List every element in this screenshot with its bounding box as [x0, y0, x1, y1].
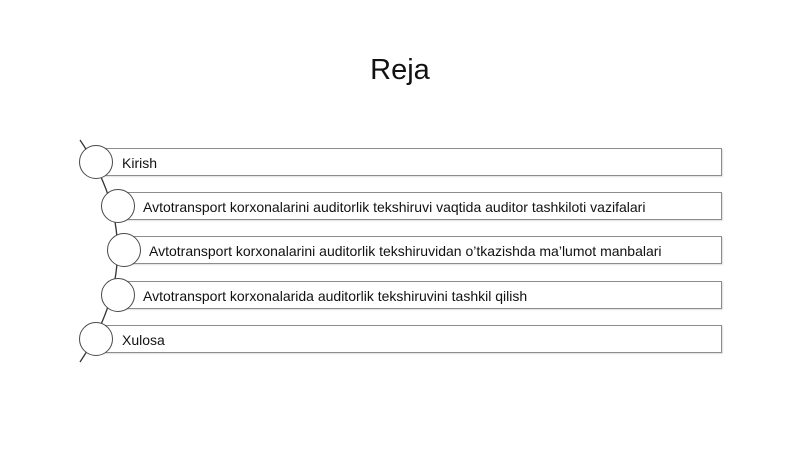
list-item-bullet-2 [101, 189, 135, 223]
list-item-box-5 [96, 325, 722, 353]
list-item-bullet-1 [79, 145, 113, 179]
list-item-label-2: Avtotransport korxonalarini auditorlik tekshiruvi vaqtida auditor tashkiloti vazifalari [143, 199, 646, 215]
slide-title: Reja [370, 54, 430, 86]
list-item-label-3: Avtotransport korxonalarini auditorlik tekshiruvidan o’tkazishda ma’lumot manbalari [149, 243, 662, 259]
list-item-box-1 [96, 148, 722, 176]
list-item-label-1: Kirish [122, 155, 158, 171]
list-item-label-5: Xulosa [122, 332, 165, 348]
list-item-box-3 [124, 236, 722, 264]
list-item-bullet-4 [101, 278, 135, 312]
list-item-label-4: Avtotransport korxonalarida auditorlik tekshiruvini tashkil qilish [143, 288, 528, 304]
list-item-bullet-3 [107, 233, 141, 267]
list-item-box-2 [118, 192, 722, 220]
list-item-bullet-5 [79, 322, 113, 356]
list-item-box-4 [118, 281, 722, 309]
